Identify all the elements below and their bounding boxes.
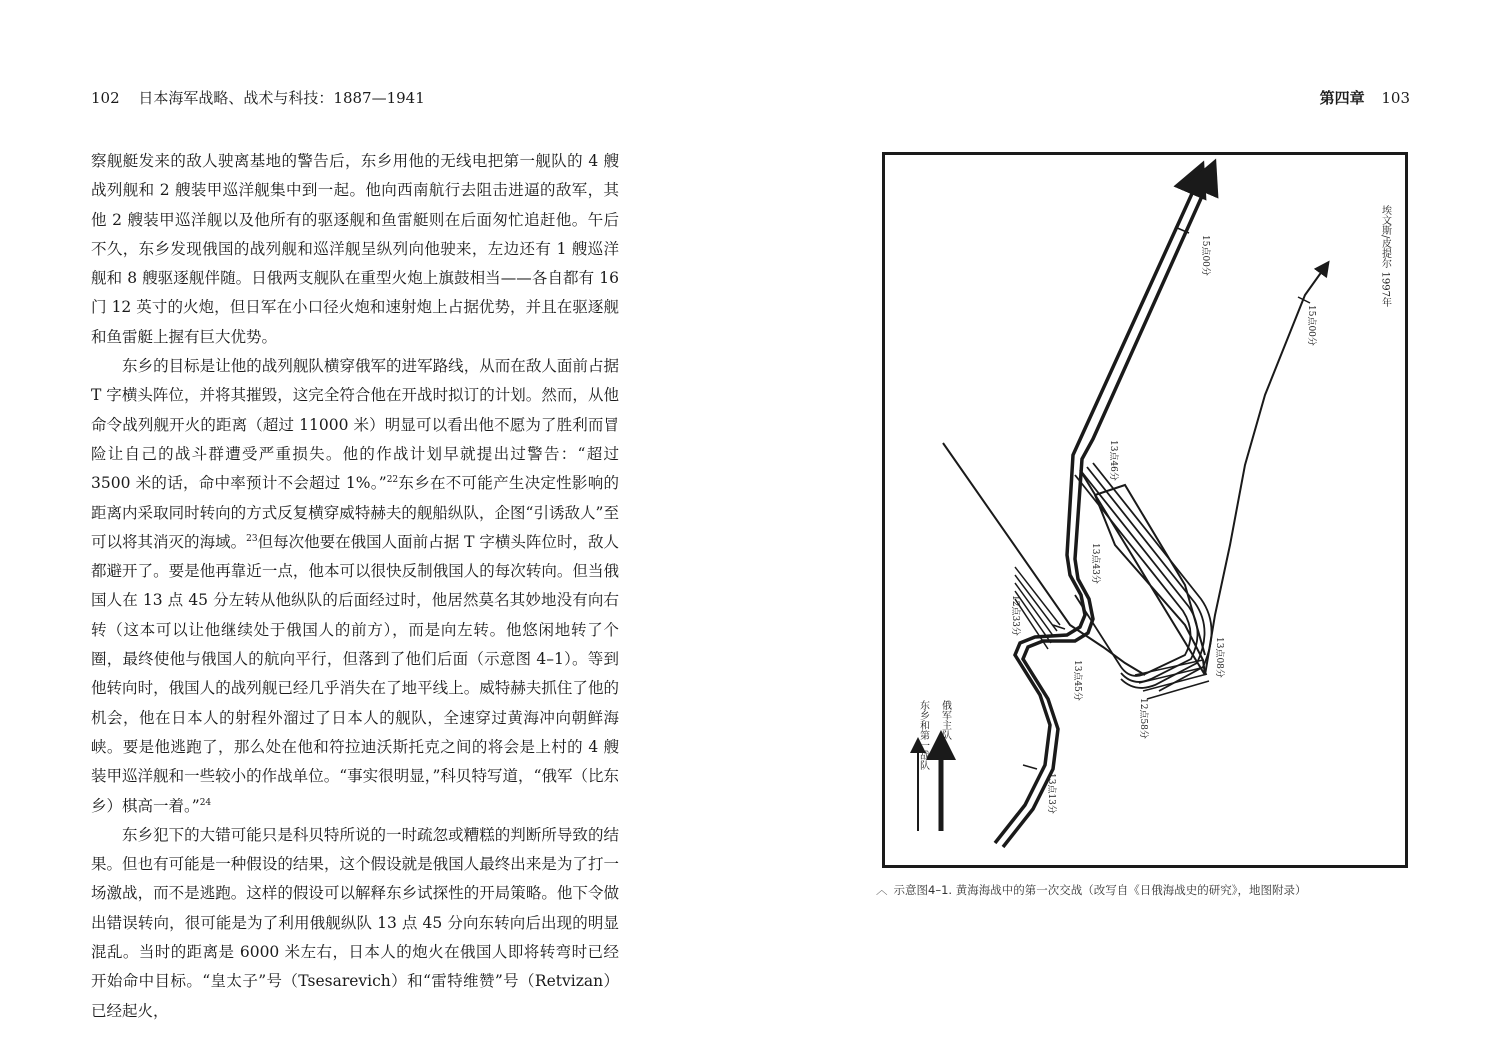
time-label-1258: 12点58分 xyxy=(1138,698,1148,739)
time-label-1500-russia: 15点00分 xyxy=(1306,305,1316,346)
body-text xyxy=(91,147,619,1026)
russian-fleet-track xyxy=(943,267,1325,675)
right-page xyxy=(750,0,1500,1043)
footnote-ref-23[interactable]: 23 xyxy=(246,533,258,544)
time-label-1233: 12点33分 xyxy=(1010,595,1020,636)
left-running-head xyxy=(91,87,425,108)
time-label-1500-japan: 15点00分 xyxy=(1200,235,1210,276)
footnote-ref-24[interactable]: 24 xyxy=(199,797,212,808)
figure-credit: 埃文斯/皮提尔 1997年 xyxy=(1379,205,1391,307)
footnote-ref-22[interactable]: 22 xyxy=(386,475,399,486)
time-label-1343: 13点43分 xyxy=(1090,543,1100,584)
time-label-1345: 13点45分 xyxy=(1072,660,1082,701)
paragraph-2-part-2: 东乡在不可能产生决定性影响的距离内采取同时转向的方式反复横穿威特赫夫的舰船纵队，企图“引诱敌人”至可以将其消灭的海域。 xyxy=(91,474,619,551)
battle-diagram-svg xyxy=(885,155,1405,865)
figure-caption-text: 示意图4–1. 黄海海战中的第一次交战（改写自《日俄海战史的研究》，地图附录） xyxy=(893,883,1307,897)
japanese-arrow-head-1 xyxy=(1191,177,1197,191)
time-label-1346: 13点46分 xyxy=(1108,440,1118,481)
time-label-1313: 13点13分 xyxy=(1046,773,1056,814)
right-page-number: 103 xyxy=(1381,89,1410,107)
paragraph-1: 察舰艇发来的敌人驶离基地的警告后，东乡用他的无线电把第一舰队的 4 艘战列舰和 2 艘装甲巡洋舰集中到一起。他向西南航行去阻击进逼的敌军，其他 2 艘装甲巡洋舰以及他所有的驱逐舰和鱼雷艇则在后面匆忙追赶他。午后不久，东乡发现俄国的战列舰和巡洋舰呈纵列向他驶来，左边还有 1 艘巡洋舰和 8 艘驱逐舰伴随。日俄两支舰队在重型火炮上旗鼓相当——各自都有 16 门 12 英寸的火炮，但日军在小口径火炮和速射炮上占据优势，并且在驱逐舰和鱼雷艇上握有巨大优势。 xyxy=(91,152,619,346)
figure-caption xyxy=(876,882,1436,898)
paragraph-2-part-3: 但每次他要在俄国人面前占据 T 字横头阵位时，敌人都避开了。要是他再靠近一点，他本可以很快反制俄国人的每次转向。但当俄国人在 13 点 45 分左转从他纵队的后面经过时，他居然莫名其妙地没有向右转（这本可以让他继续处于俄国人的前方），而是向左转。他悠闲地转了个圈，最终使他与俄国人的航向平行，但落到了他们后面（示意图 4–1）。等到他转向时，俄国人的战列舰已经几乎消失在了地平线上。威特赫夫抓住了他的机会，他在日本人的射程外溜过了日本人的舰队，全速穿过黄海冲向朝鲜海峡。要是他逃跑了，那么处在他和符拉迪沃斯托克之间的将会是上村的 4 艘装甲巡洋舰和一些较小的作战单位。“事实很明显，”科贝特写道，“俄军（比东乡）棋高一着。” xyxy=(91,532,619,815)
paragraph-2-part-1: 东乡的目标是让他的战列舰队横穿俄军的进军路线，从而在敌人面前占据 T 字横头阵位，并将其摧毁，这完全符合他在开战时拟订的计划。然而，从他命令战列舰开火的距离（超过 11000 米）明显可以看出他不愿为了胜利而冒险让自己的战斗群遭受严重损失。他的作战计划早就提出过警告：“超过 3500 米的话，命中率预计不会超过 1%。” xyxy=(91,357,619,493)
legend xyxy=(918,699,952,831)
battle-diagram xyxy=(882,152,1408,868)
caption-caret-icon: ︿ xyxy=(876,883,888,897)
hatched-band-right xyxy=(1135,660,1209,699)
time-label-1308: 13点08分 xyxy=(1214,637,1224,678)
legend-label-japan: 东乡和第一战队 xyxy=(917,700,929,770)
right-running-head xyxy=(1320,87,1410,108)
japanese-fleet-track xyxy=(995,185,1207,847)
paragraph-2 xyxy=(91,352,619,821)
legend-label-russia: 俄军主队 xyxy=(939,700,951,740)
paragraph-3: 东乡犯下的大错可能只是科贝特所说的一时疏忽或糟糕的判断所导致的结果。但也有可能是一种假设的结果，这个假设就是俄国人最终出来是为了打一场激战，而不是逃跑。这样的假设可以解释东乡试探性的开局策略。他下令做出错误转向，很可能是为了利用俄舰纵队 13 点 45 分向东转向后出现的明显混乱。当时的距离是 6000 米左右，日本人的炮火在俄国人即将转弯时已经开始命中目标。“皇太子”号（Tsesarevich）和“雷特维赞”号（Retvizan）已经起火， xyxy=(91,825,619,1020)
chapter-label: 第四章 xyxy=(1319,89,1365,107)
book-title: 日本海军战略、战术与科技：1887—1941 xyxy=(138,89,425,107)
left-page-number: 102 xyxy=(91,89,120,107)
japanese-arrow-head-2 xyxy=(1203,175,1209,189)
